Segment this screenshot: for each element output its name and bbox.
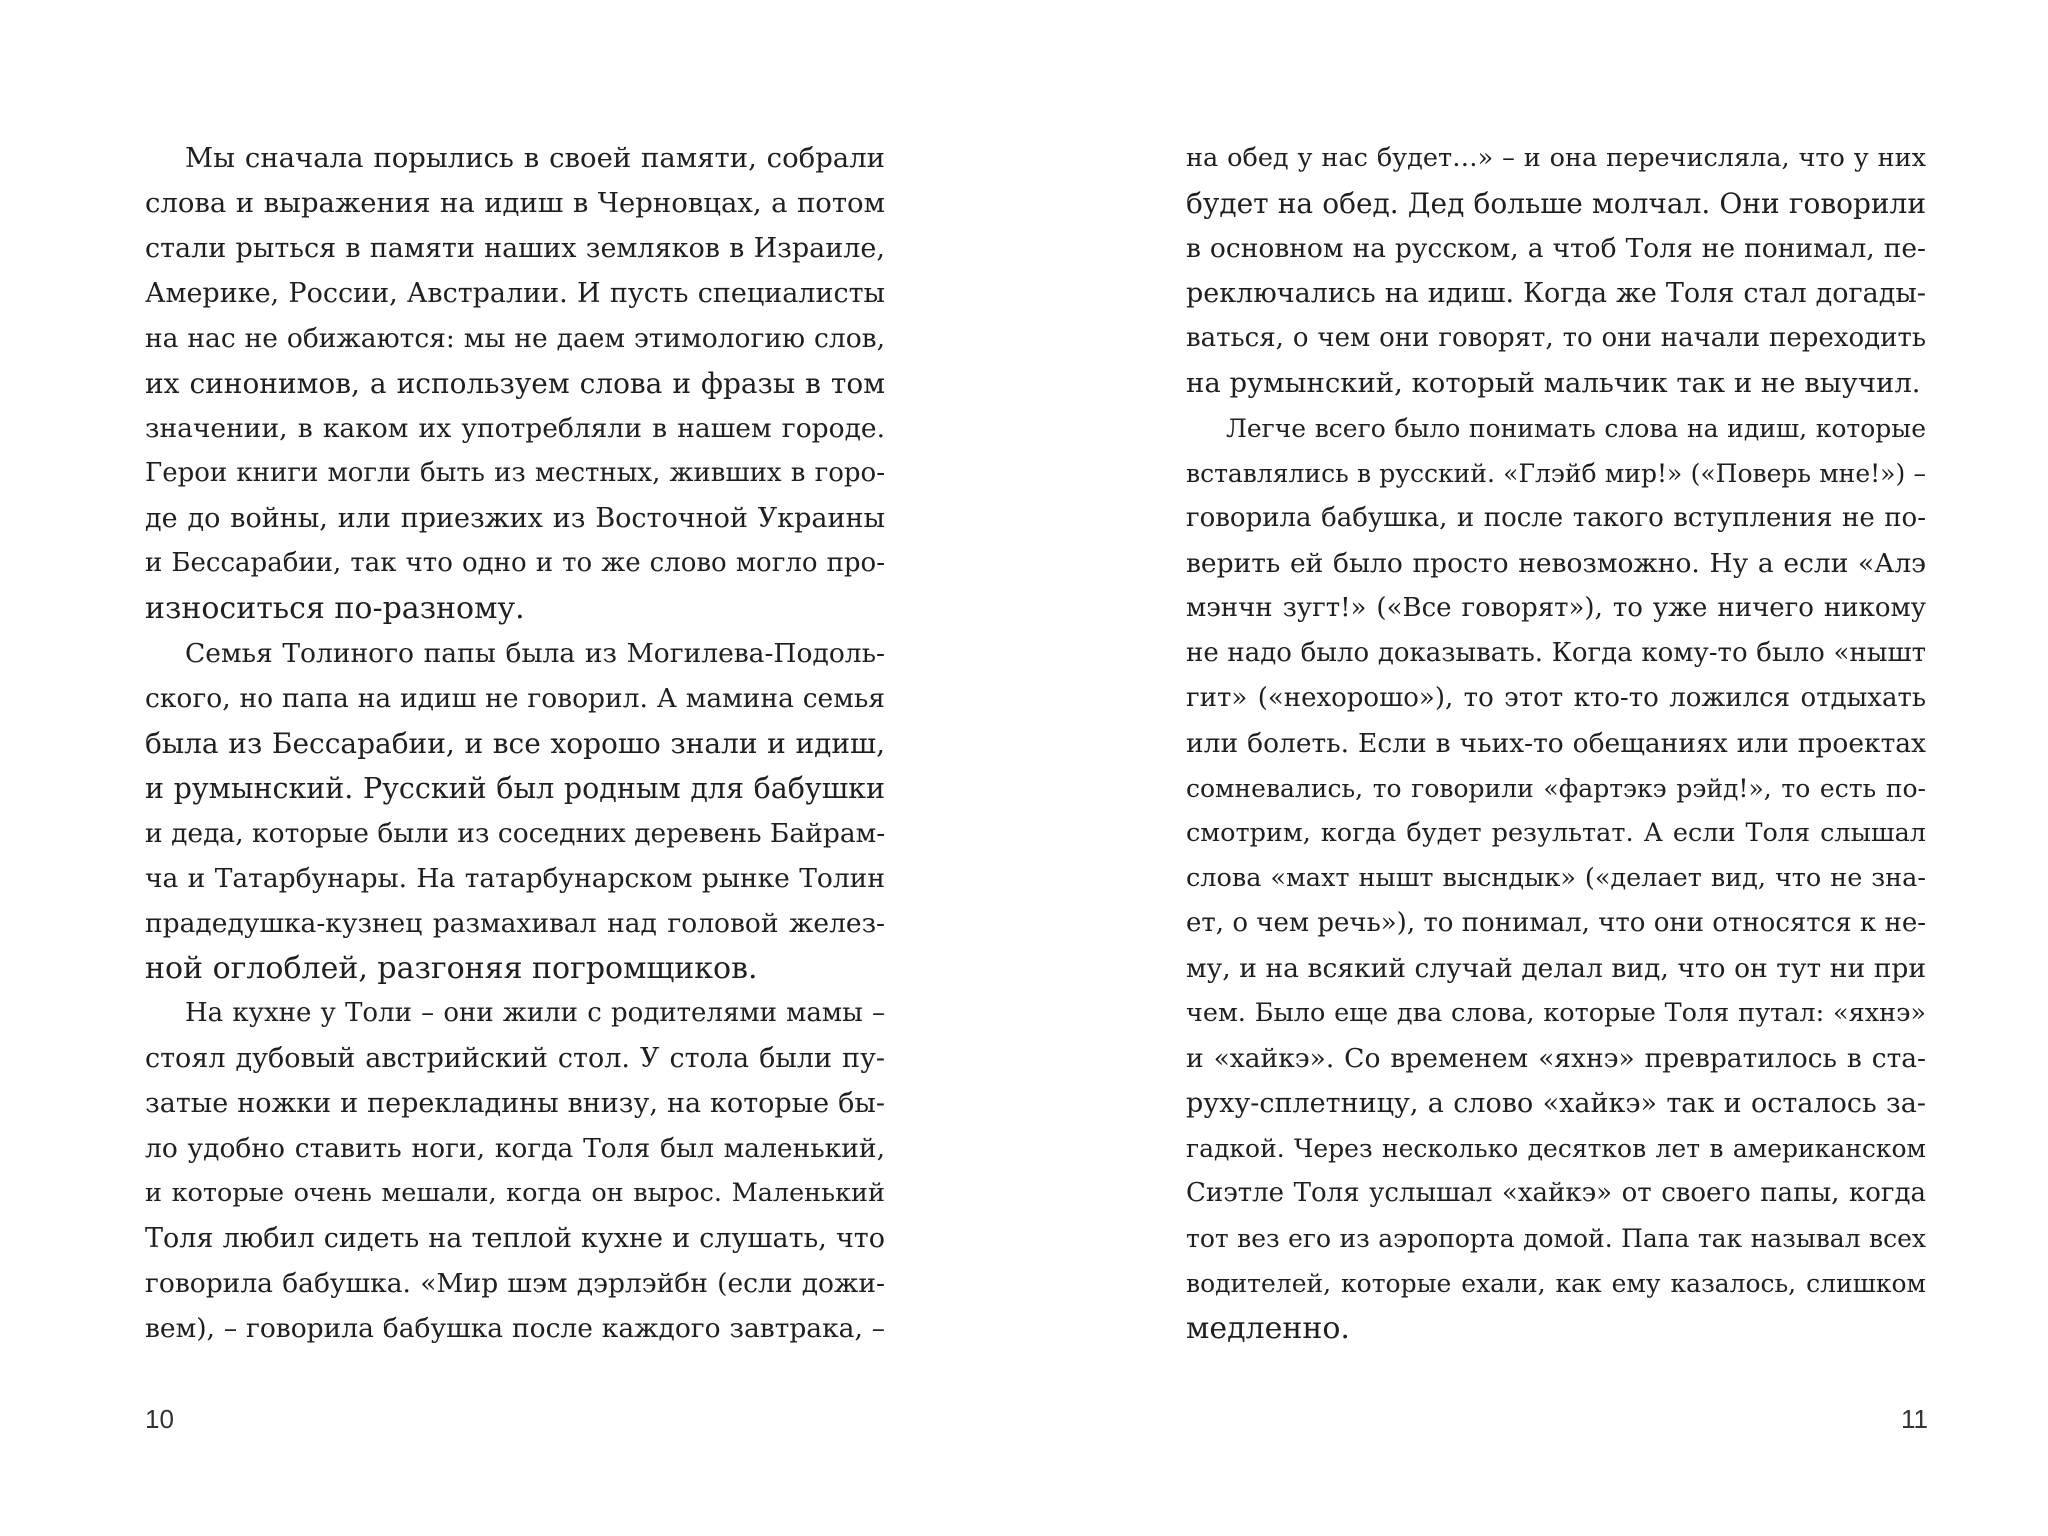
- text-line: стали рыться в памяти наших земляков в Израиле,: [145, 233, 885, 264]
- text-line: тот вез его из аэропорта домой. Папа так называл всех: [1186, 1224, 1926, 1253]
- text-line: затые ножки и перекладины внизу, на которые бы-: [145, 1088, 885, 1119]
- text-line: слова «махт нышт высндык» («делает вид, что не зна-: [1186, 863, 1926, 893]
- text-line: была из Бессарабии, и все хорошо знали и идиш,: [145, 727, 885, 760]
- text-line: медленно.: [1186, 1311, 1350, 1346]
- text-line: На кухне у Толи – они жили с родителями мамы –: [185, 998, 885, 1028]
- text-line: ной оглоблей, разгоняя погромщиков.: [145, 951, 758, 986]
- text-line: прадедушка-кузнец размахивал над головой желез-: [145, 908, 885, 939]
- text-line: не надо было доказывать. Когда кому-то было «нышт: [1186, 638, 1926, 668]
- page-number-left: 10: [145, 1404, 174, 1434]
- text-line: говорила бабушка, и после такого вступления не по-: [1186, 503, 1926, 533]
- text-line: мэнчн зугт!» («Все говорят»), то уже ничего никому: [1186, 593, 1926, 623]
- text-line: на румынский, который мальчик так и не выучил.: [1186, 367, 1921, 399]
- text-line: гит» («нехорошо»), то этот кто-то ложился отдыхать: [1186, 683, 1926, 713]
- text-line: сомневались, то говорили «фартэкэ рэйд!», то есть по-: [1186, 774, 1926, 803]
- text-line: и которые очень мешали, когда он вырос. Маленький: [145, 1178, 885, 1208]
- text-line: му, и на всякий случай делал вид, что он тут ни при: [1186, 953, 1926, 984]
- text-line: говорила бабушка. «Мир шэм дэрлэйбн (если дожи-: [145, 1268, 885, 1299]
- text-line: будет на обед. Дед больше молчал. Они говорили: [1186, 187, 1926, 220]
- left-page-text: [145, 136, 885, 1351]
- text-line: руху-сплетницу, а слово «хайкэ» так и осталось за-: [1186, 1088, 1926, 1119]
- text-line: гадкой. Через несколько десятков лет в американском: [1186, 1134, 1926, 1163]
- text-line: де до войны, или приезжих из Восточной Украины: [145, 503, 885, 534]
- text-line: ваться, о чем они говорят, то они начали переходить: [1186, 323, 1926, 353]
- text-line: Толя любил сидеть на теплой кухне и слушать, что: [145, 1223, 885, 1254]
- text-line: в основном на русском, а чтоб Толя не понимал, пе-: [1186, 233, 1926, 264]
- text-line: Сиэтле Толя услышал «хайкэ» от своего папы, когда: [1186, 1178, 1926, 1208]
- text-line: Мы сначала порылись в своей памяти, собрали: [185, 142, 885, 174]
- text-line: ет, о чем речь»), то понимал, что они относятся к не-: [1186, 908, 1926, 938]
- right-page-text: [1186, 136, 1926, 1351]
- text-line: вставлялись в русский. «Глэйб мир!» («Поверь мне!») –: [1186, 459, 1926, 488]
- text-line: на нас не обижаются: мы не даем этимологию слов,: [145, 323, 885, 354]
- text-line: чем. Было еще два слова, которые Толя путал: «яхнэ»: [1186, 998, 1926, 1028]
- text-line: верить ей было просто невозможно. Ну а если «Алэ: [1186, 548, 1926, 579]
- text-line: Америке, России, Австралии. И пусть специалисты: [145, 278, 885, 309]
- text-line: Легче всего было понимать слова на идиш, которые: [1226, 414, 1926, 443]
- text-line: или болеть. Если в чьих-то обещаниях или проектах: [1186, 728, 1926, 759]
- text-line: реключались на идиш. Когда же Толя стал догады-: [1186, 278, 1926, 309]
- text-line: на обед у нас будет…» – и она перечисляла, что у них: [1186, 143, 1926, 173]
- text-line: значении, в каком их употребляли в нашем городе.: [145, 413, 885, 444]
- text-line: смотрим, когда будет результат. А если Толя слышал: [1186, 818, 1926, 848]
- text-line: Герои книги могли быть из местных, живших в горо-: [145, 458, 885, 488]
- text-line: стоял дубовый австрийский стол. У стола были пу-: [145, 1043, 885, 1074]
- text-line: и деда, которые были из соседних деревень Байрам-: [145, 818, 886, 849]
- text-line: их синонимов, а используем слова и фразы в том: [145, 367, 885, 400]
- text-line: ского, но папа на идиш не говорил. А мамина семья: [145, 683, 885, 714]
- text-line: ло удобно ставить ноги, когда Толя был маленький,: [145, 1133, 885, 1164]
- page-number-right: 11: [1901, 1404, 1928, 1434]
- text-line: слова и выражения на идиш в Черновцах, а потом: [145, 187, 885, 219]
- text-line: вем), – говорила бабушка после каждого завтрака, –: [145, 1313, 885, 1344]
- text-line: и «хайкэ». Со временем «яхнэ» превратилось в ста-: [1186, 1043, 1926, 1074]
- right-page: [1024, 0, 2048, 1536]
- text-line: Семья Толиного папы была из Могилева-Подоль-: [185, 638, 885, 669]
- text-line: водителей, которые ехали, как ему казалось, слишком: [1186, 1269, 1926, 1298]
- text-line: износиться по-разному.: [145, 591, 525, 626]
- text-line: и румынский. Русский был родным для бабушки: [145, 772, 885, 805]
- text-line: и Бессарабии, так что одно и то же слово могло про-: [145, 548, 885, 578]
- text-line: ча и Татарбунары. На татарбунарском рынке Толин: [145, 863, 885, 894]
